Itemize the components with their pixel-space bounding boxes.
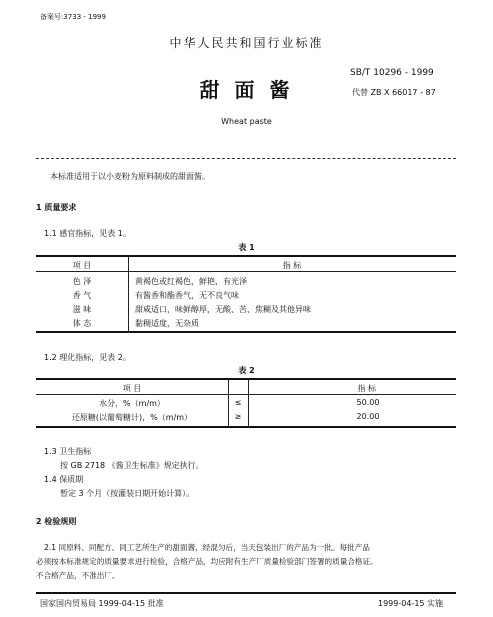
table1-row-spec: 甜咸适口，味鲜醇厚，无酸、苦、焦糊及其他异味	[135, 305, 311, 314]
table1-row-item: 滋 味	[72, 305, 92, 314]
table2-header-item: 项 目	[122, 384, 142, 393]
table2-row-item: 还原糖(以葡萄糖计)，%（m/m）	[71, 413, 193, 422]
table2-row-value: 50.00	[356, 398, 380, 407]
section2-heading: 2 检验规则	[36, 517, 77, 526]
clause-1-3-heading: 1.3 卫生指标	[44, 447, 92, 456]
clause-2-1-line1: 2.1 同原料、同配方、同工艺所生产的甜面酱，经混匀后，当天包装出厂的产品为一批。每批产品	[44, 543, 370, 552]
table2-row-op: ≥	[234, 412, 242, 421]
table2-header-spec: 指 标	[357, 384, 376, 393]
table1-row-item: 色 泽	[72, 277, 92, 286]
section1-heading: 1 质量要求	[36, 203, 77, 212]
table2-row-value: 20.00	[356, 412, 380, 421]
implementation-date: 1999-04-15 实施	[378, 599, 444, 608]
clause-2-1-line2: 必须按本标准规定的质量要求进行检验，合格产品，均应附有生产厂质量检验部门签署的质量合格证。	[36, 557, 378, 566]
table2-caption: 表 2	[238, 366, 255, 375]
table1-header-item: 项 目	[72, 261, 92, 270]
header-divider	[36, 158, 456, 159]
clause-1-1: 1.1 感官指标，见表 1。	[44, 229, 131, 238]
clause-1-4-body: 暂定 3 个月（按灌装日期开始计算）。	[60, 489, 195, 498]
table1-row-item: 体 态	[72, 319, 92, 328]
clause-1-4-heading: 1.4 保质期	[44, 475, 84, 484]
footer-divider	[36, 592, 456, 594]
table1-row-spec: 黏稠适度，无杂质	[135, 319, 199, 328]
filing-number: 备案号:3733 - 1999	[40, 13, 106, 21]
clause-1-3-body: 按 GB 2718 《酱卫生标准》规定执行。	[60, 461, 204, 470]
approval-info: 国家国内贸易局 1999-04-15 批准	[40, 599, 164, 608]
clause-2-1-line3: 不合格产品，不准出厂。	[36, 571, 120, 580]
table1-row-spec: 有酱香和酯香气，无不良气味	[135, 291, 239, 300]
scope-text: 本标准适用于以小麦粉为原料制成的甜面酱。	[50, 172, 210, 181]
table2-row-op: ≤	[234, 398, 242, 407]
table2-row-item: 水分，%（m/m）	[99, 399, 165, 408]
replaces-code: 代替 ZB X 66017 - 87	[352, 88, 436, 97]
clause-1-2: 1.2 理化指标，见表 2。	[44, 353, 131, 362]
table1-row-spec: 黄褐色或红褐色，鲜艳，有光泽	[135, 277, 247, 286]
standard-code: SB/T 10296 - 1999	[350, 68, 434, 78]
table1-caption: 表 1	[238, 243, 255, 252]
industry-standard-line: 中华人民共和国行业标准	[169, 36, 324, 50]
table1-row-item: 香 气	[72, 291, 92, 300]
document-title: 甜 面 酱	[199, 78, 294, 102]
table1-header-spec: 指 标	[282, 261, 302, 270]
english-title: Wheat paste	[221, 117, 272, 126]
